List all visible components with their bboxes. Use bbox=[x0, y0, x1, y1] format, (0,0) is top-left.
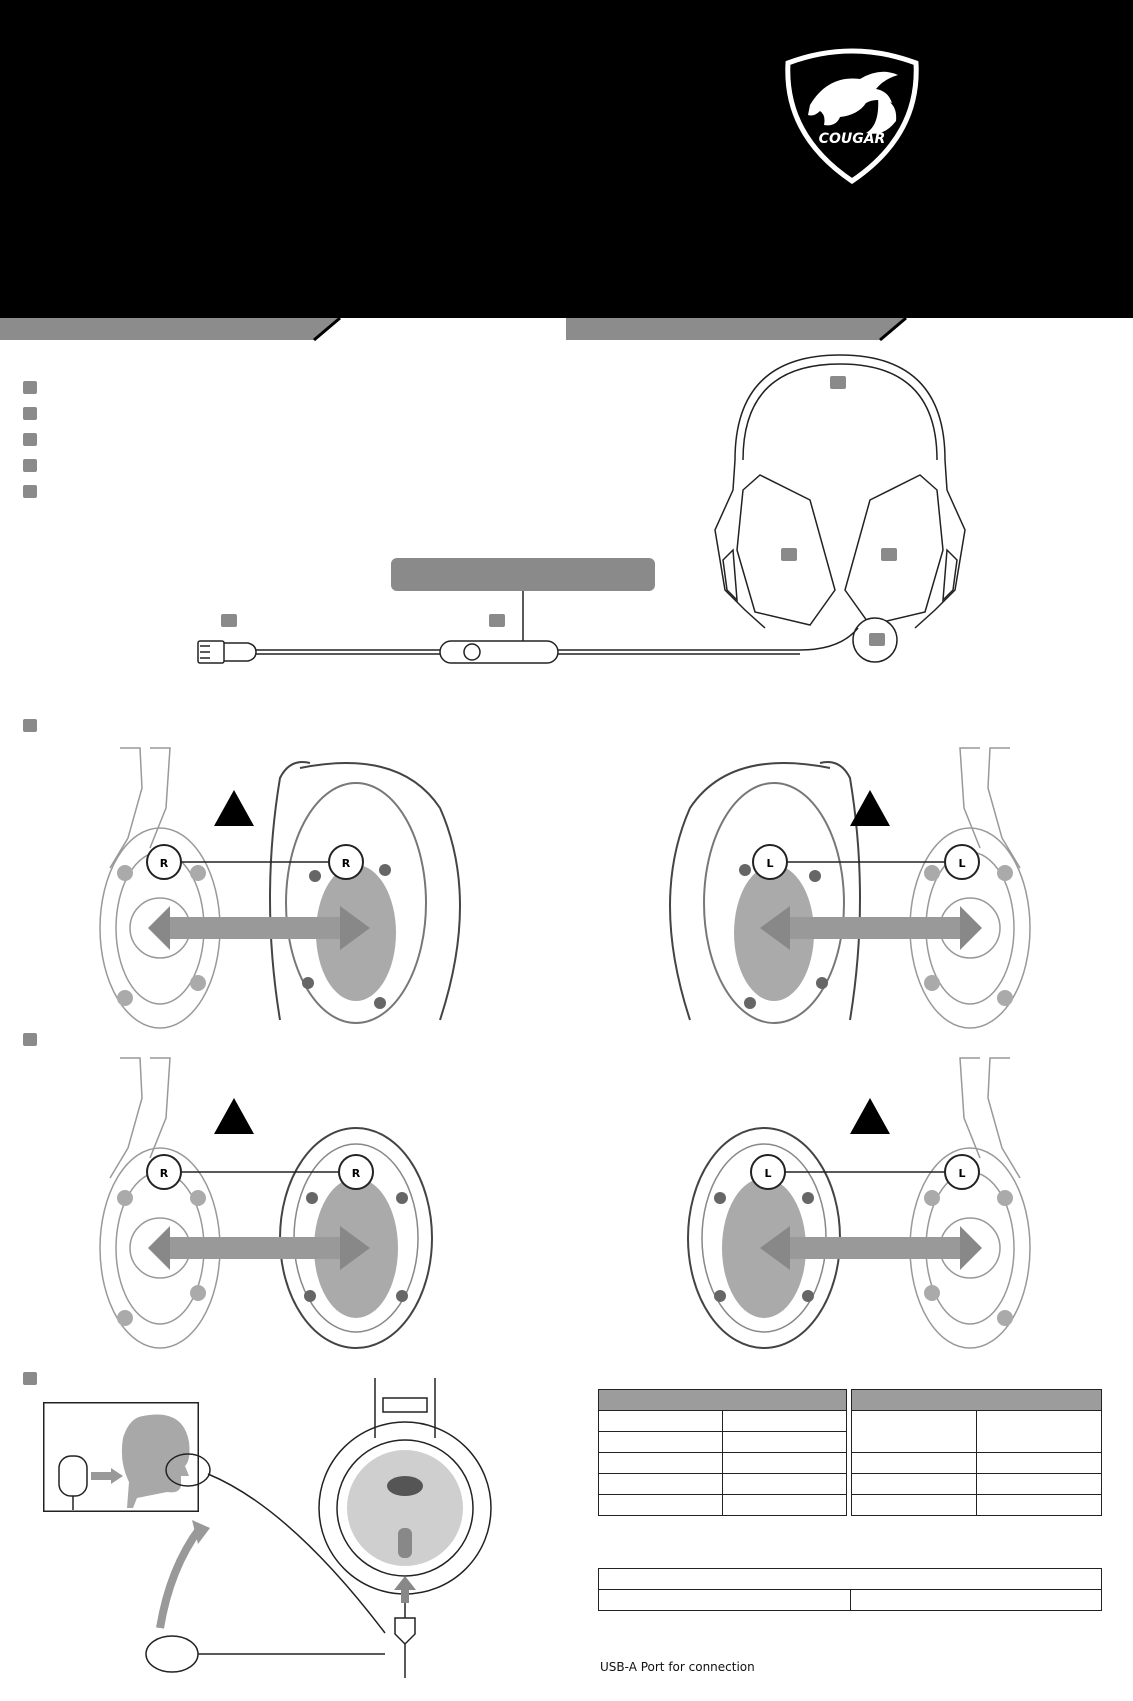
step-marker-4 bbox=[23, 1372, 37, 1385]
svg-text:L: L bbox=[766, 857, 774, 870]
svg-text:R: R bbox=[351, 1167, 361, 1180]
svg-text:R: R bbox=[159, 1167, 169, 1180]
ear-cup-l-icon-2 bbox=[650, 1058, 1050, 1348]
part-marker-1 bbox=[23, 381, 37, 394]
section-band-right bbox=[566, 318, 906, 340]
spec-table-left bbox=[598, 1389, 847, 1516]
svg-text:R: R bbox=[341, 857, 351, 870]
part-marker-3 bbox=[23, 433, 37, 446]
headset-mic-diagram bbox=[140, 1378, 510, 1683]
ear-cup-l-icon bbox=[650, 748, 1050, 1020]
ear-cup-r-icon bbox=[80, 748, 480, 1020]
usb-cable bbox=[0, 0, 1, 1]
spec-table-bottom bbox=[598, 1568, 1102, 1611]
cougar-logo-icon bbox=[780, 45, 924, 185]
header-banner bbox=[0, 0, 1133, 318]
part-marker-2 bbox=[23, 407, 37, 420]
control-callout bbox=[391, 558, 655, 591]
svg-text:L: L bbox=[958, 1167, 966, 1180]
warning-triangle-icon bbox=[214, 790, 254, 826]
section-band-left bbox=[0, 318, 340, 340]
ear-cup-r-icon-2 bbox=[80, 1058, 480, 1348]
step-marker-2 bbox=[23, 719, 37, 732]
logo-text: COUGAR bbox=[818, 131, 886, 147]
step-marker-3 bbox=[23, 1033, 37, 1046]
part-marker-4 bbox=[23, 459, 37, 472]
headset-overview bbox=[715, 350, 965, 640]
svg-text:L: L bbox=[764, 1167, 772, 1180]
part-marker-5 bbox=[23, 485, 37, 498]
svg-text:L: L bbox=[958, 857, 966, 870]
spec-table-right bbox=[851, 1389, 1102, 1516]
usb-port-note: USB-A Port for connection bbox=[600, 1660, 755, 1674]
svg-text:R: R bbox=[159, 857, 169, 870]
